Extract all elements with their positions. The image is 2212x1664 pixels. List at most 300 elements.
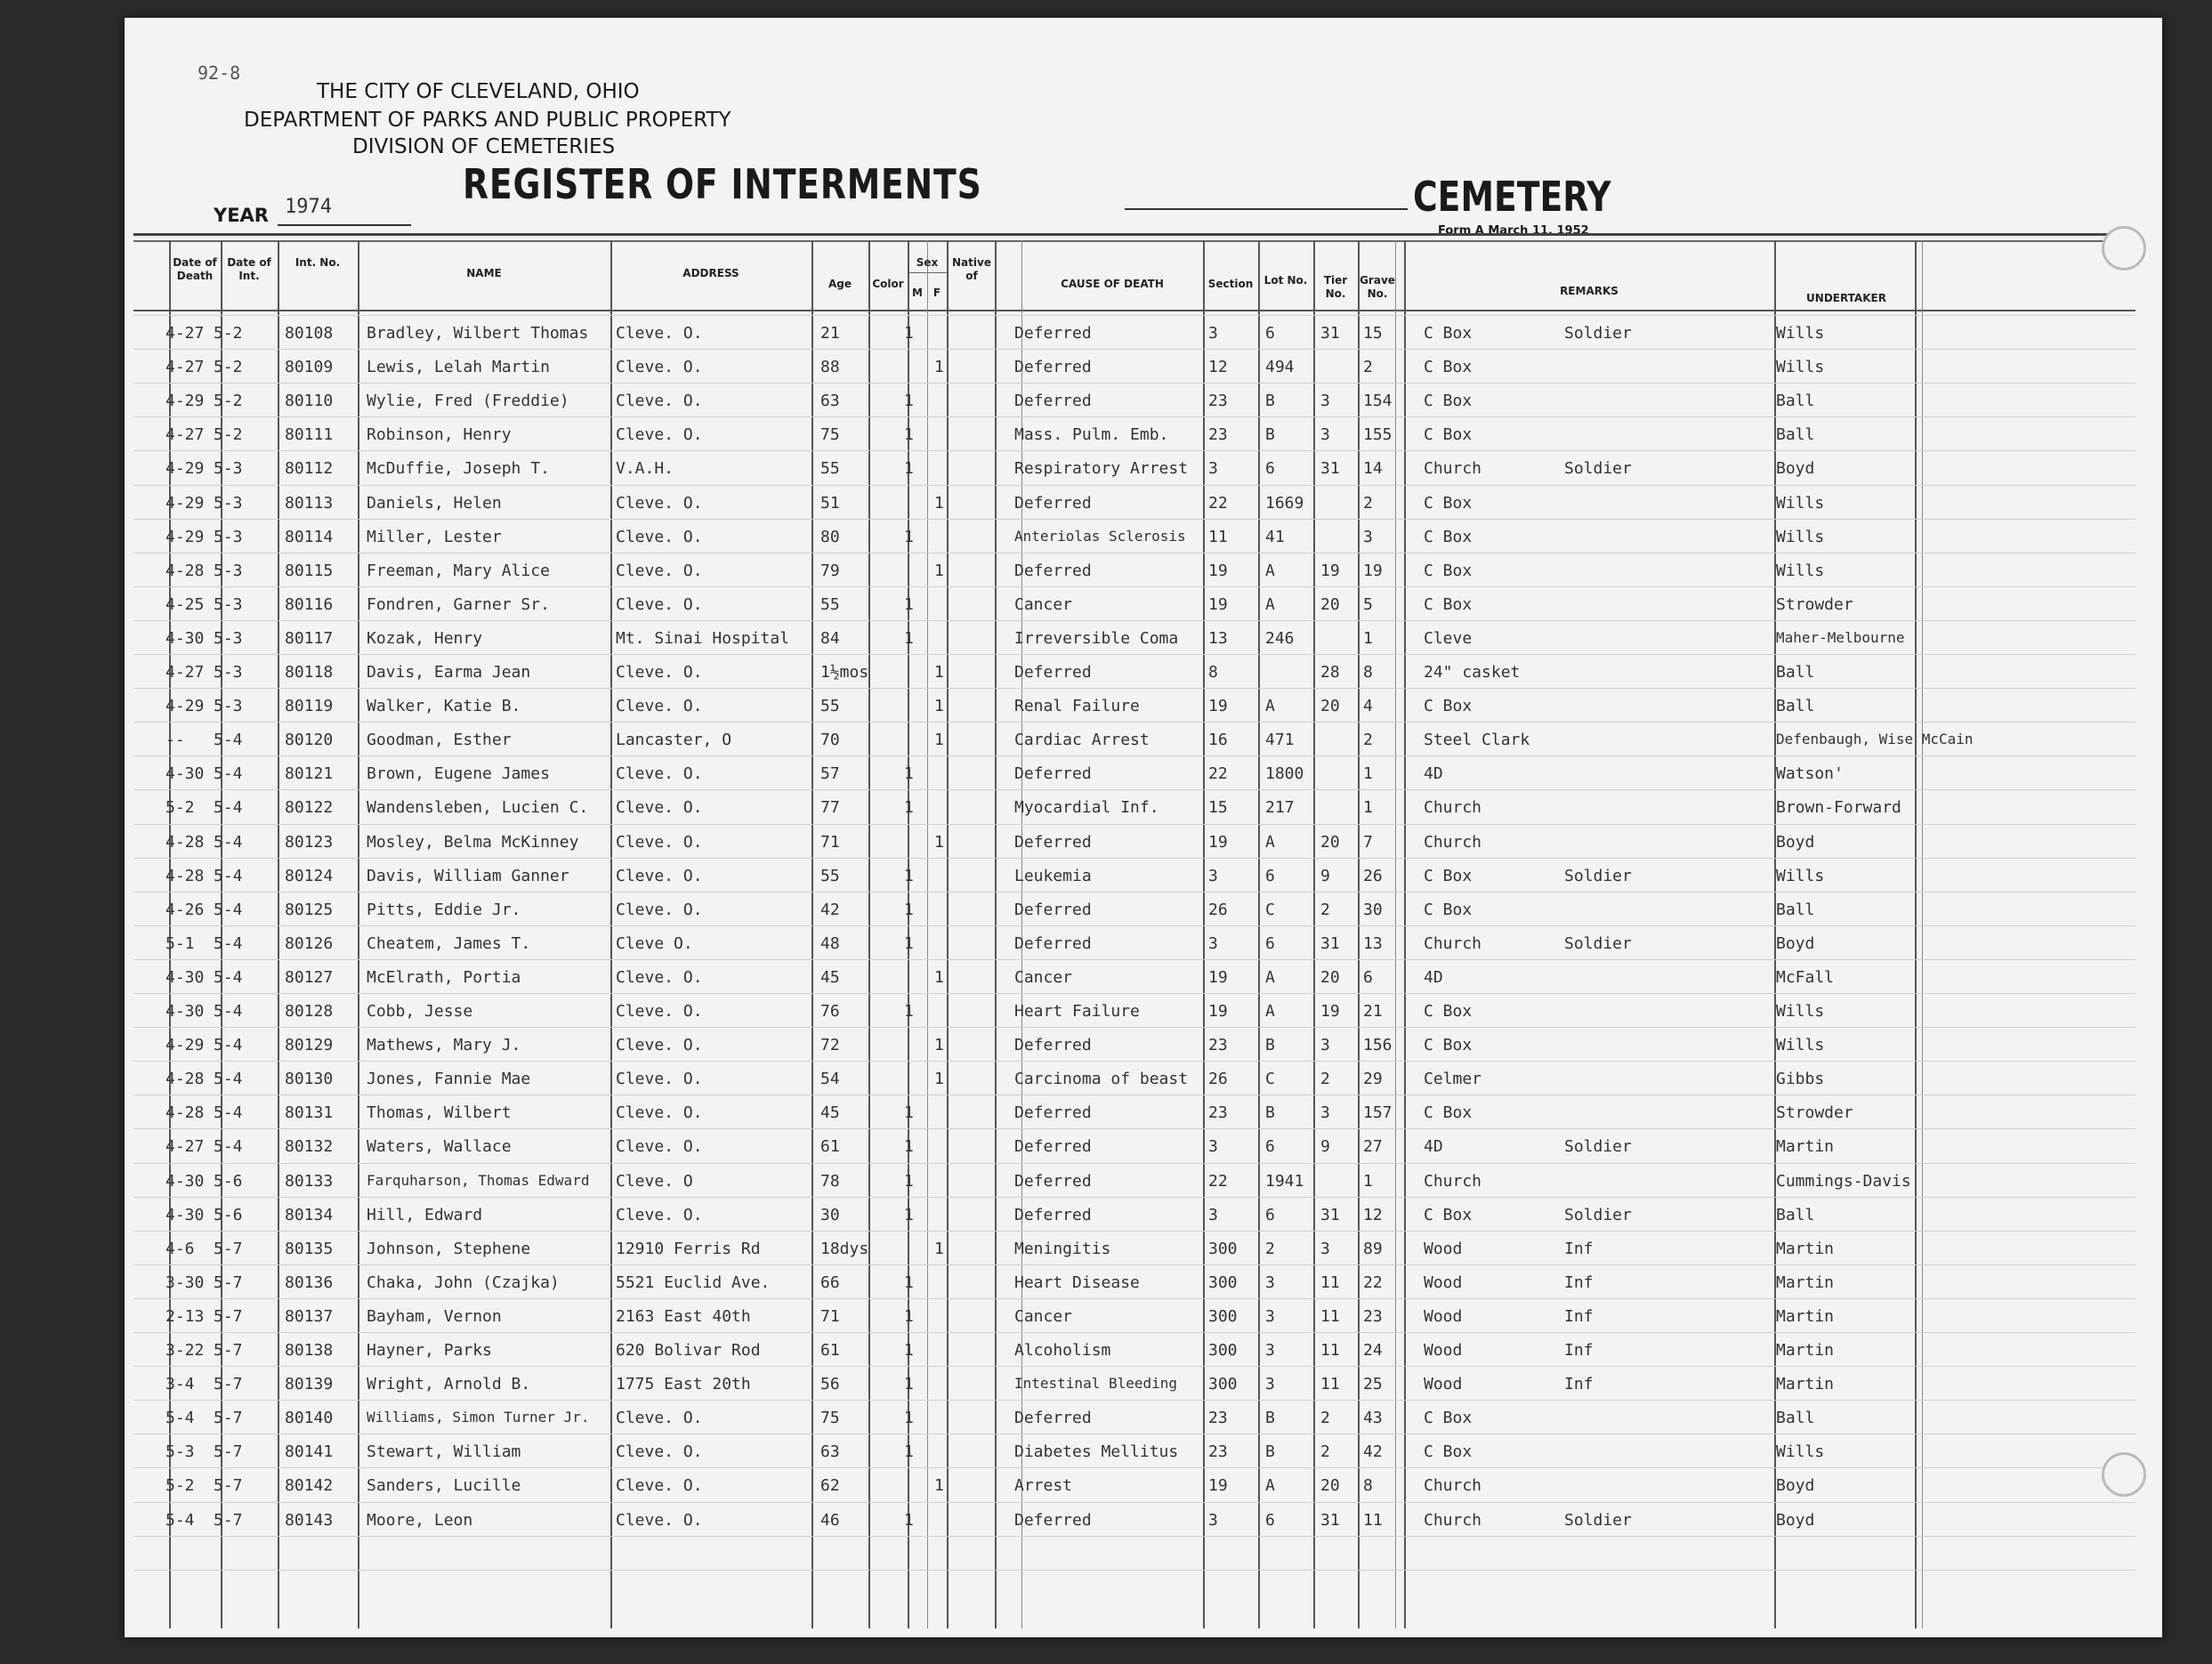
cell-lot: B [1265,1442,1275,1462]
cell-cause: Renal Failure [1014,697,1140,716]
cell-undertaker: Strowder [1776,594,1853,614]
cell-address: Cleve. O. [616,1137,703,1157]
cell-remarks: Wood [1424,1306,1463,1326]
table-row [125,1197,2162,1231]
table-row [125,450,2162,484]
cell-lot: 471 [1265,731,1295,750]
cell-undertaker: Wills [1776,561,1825,580]
cell-tier: 2 [1320,1409,1330,1428]
cell-address: Cleve. O. [616,358,703,377]
column-header-date-of-death: Date of Death [173,256,217,282]
table-row [125,1163,2162,1197]
cell-section: 16 [1208,731,1228,750]
table-row [125,654,2162,688]
cell-tier: 31 [1320,933,1340,953]
cell-undertaker: Defenbaugh, Wise McCain [1776,731,1974,748]
cell-section: 300 [1208,1239,1238,1258]
cell-address: 620 Bolivar Rod [616,1341,761,1360]
cell-section: 19 [1208,1002,1228,1021]
cell-note: Inf [1564,1341,1594,1360]
cell-dod: 4-30 [165,967,205,987]
cell-tier: 3 [1320,425,1330,445]
cell-lot: C [1265,900,1275,919]
cell-undertaker: Wills [1776,493,1825,513]
cell-undertaker: McFall [1776,967,1835,987]
cell-dod: -- [165,731,185,750]
cell-remarks: C Box [1424,358,1473,377]
cell-section: 22 [1208,1171,1228,1191]
cell-m: 1 [904,392,914,411]
cell-address: Cleve. O. [616,1510,703,1530]
cell-doi: 5-7 [214,1510,243,1530]
cell-cause: Deferred [1014,1171,1092,1191]
cell-lot: A [1265,1002,1275,1021]
cell-undertaker: Wills [1776,1036,1825,1055]
cell-undertaker: Boyd [1776,1476,1815,1496]
column-header-cause: CAUSE OF DEATH [1061,278,1164,290]
cell-doi: 5-3 [214,628,243,648]
cell-grave: 11 [1363,1510,1383,1530]
cell-cause: Deferred [1014,1036,1092,1055]
cell-address: Cleve. O [616,1171,693,1191]
cell-cause: Deferred [1014,1137,1092,1157]
cell-remarks: Cleve [1424,628,1473,648]
cell-lot: 3 [1265,1341,1275,1360]
cell-address: V.A.H. [616,459,674,479]
cell-section: 3 [1208,459,1218,479]
cell-section: 300 [1208,1306,1238,1326]
cell-doi: 5-4 [214,764,243,784]
cemetery-label: CEMETERY [1413,173,1611,221]
cell-cause: Deferred [1014,832,1092,852]
cell-doi: 5-4 [214,1002,243,1021]
form-number: 92-8 [198,62,241,84]
cell-tier: 3 [1320,1103,1330,1123]
cell-lot: 3 [1265,1306,1275,1326]
cell-tier: 31 [1320,324,1340,343]
cell-m: 1 [904,1510,914,1530]
cell-note: Inf [1564,1375,1594,1394]
table-row [125,722,2162,755]
column-header-name: NAME [466,267,502,279]
cell-age: 75 [820,1409,840,1428]
table-top-rule [133,233,2135,236]
cell-doi: 5-4 [214,1137,243,1157]
cell-remarks: 4D [1424,764,1443,784]
column-header-int-no: Int. No. [295,256,341,269]
cell-m: 1 [904,1103,914,1123]
cell-lot: A [1265,967,1275,987]
cell-name: Farquharson, Thomas Edward [367,1171,590,1189]
cell-tier: 3 [1320,1239,1330,1258]
cell-note: Inf [1564,1306,1594,1326]
cell-note: Soldier [1564,1137,1632,1157]
column-header-age: Age [827,278,852,290]
cell-m: 1 [904,459,914,479]
cell-section: 26 [1208,900,1228,919]
cell-address: 2163 East 40th [616,1306,751,1326]
cell-no: 80110 [285,392,334,411]
cell-section: 3 [1208,933,1218,953]
cell-cause: Deferred [1014,324,1092,343]
table-row [125,824,2162,858]
cell-undertaker: Wills [1776,358,1825,377]
cell-lot: 6 [1265,1205,1275,1224]
cell-no: 80122 [285,798,334,818]
cell-tier: 2 [1320,1442,1330,1462]
cell-age: 66 [820,1272,840,1292]
cell-doi: 5-4 [214,832,243,852]
cell-lot: A [1265,594,1275,614]
cell-age: 79 [820,561,840,580]
cell-undertaker: Wills [1776,866,1825,885]
cell-address: Cleve. O. [616,561,703,580]
cell-undertaker: Wills [1776,324,1825,343]
cell-address: Mt. Sinai Hospital [616,628,790,648]
cell-lot: 2 [1265,1239,1275,1258]
table-row [125,688,2162,722]
division-heading: DIVISION OF CEMETERIES [352,135,616,158]
cell-no: 80112 [285,459,334,479]
cell-dod: 5-1 [165,933,195,953]
cell-name: Williams, Simon Turner Jr. [367,1409,590,1426]
cell-address: Cleve. O. [616,1442,703,1462]
cell-name: Brown, Eugene James [367,764,550,784]
cell-age: 61 [820,1341,840,1360]
cell-age: 30 [820,1205,840,1224]
table-row [125,315,2162,349]
cell-remarks: C Box [1424,527,1473,546]
cell-no: 80113 [285,493,334,513]
cell-section: 11 [1208,527,1228,546]
cell-tier: 20 [1320,697,1340,716]
cell-grave: 2 [1363,493,1373,513]
cell-cause: Deferred [1014,561,1092,580]
cell-dod: 3-4 [165,1375,195,1394]
cell-address: Cleve. O. [616,663,703,682]
cell-lot: 6 [1265,1510,1275,1530]
cell-m: 1 [904,933,914,953]
cell-name: Bayham, Vernon [367,1306,502,1326]
column-header-native-of: Native of [952,256,991,282]
cell-tier: 31 [1320,1205,1340,1224]
cell-age: 54 [820,1070,840,1089]
cell-name: Wylie, Fred (Freddie) [367,392,569,411]
cell-remarks: Wood [1424,1375,1463,1394]
cell-section: 15 [1208,798,1228,818]
table-row [125,383,2162,416]
cell-name: Thomas, Wilbert [367,1103,512,1123]
cell-no: 80118 [285,663,334,682]
cell-grave: 1 [1363,798,1373,818]
cell-address: Cleve. O. [616,832,703,852]
cell-grave: 6 [1363,967,1373,987]
cell-cause: Diabetes Mellitus [1014,1442,1179,1462]
cell-doi: 5-6 [214,1205,243,1224]
cell-grave: 157 [1363,1103,1393,1123]
cell-address: 5521 Euclid Ave. [616,1272,771,1292]
table-row [125,485,2162,519]
cell-grave: 154 [1363,392,1393,411]
cell-tier: 3 [1320,1036,1330,1055]
cell-cause: Intestinal Bleeding [1014,1375,1178,1393]
cell-grave: 13 [1363,933,1383,953]
cell-lot: 6 [1265,459,1275,479]
cell-grave: 2 [1363,358,1373,377]
cell-m: 1 [904,594,914,614]
table-row [125,1231,2162,1264]
cell-no: 80125 [285,900,334,919]
cell-no: 80119 [285,697,334,716]
cell-tier: 11 [1320,1272,1340,1292]
cell-f: 1 [934,832,944,852]
cell-name: Waters, Wallace [367,1137,512,1157]
cell-undertaker: Ball [1776,1409,1815,1428]
cell-dod: 4-28 [165,1103,205,1123]
cell-name: Freeman, Mary Alice [367,561,550,580]
cell-undertaker: Martin [1776,1137,1835,1157]
cell-dod: 4-29 [165,527,205,546]
cell-lot: B [1265,392,1275,411]
cell-name: Cobb, Jesse [367,1002,473,1021]
cell-no: 80137 [285,1306,334,1326]
cell-address: Cleve. O. [616,900,703,919]
cell-remarks: C Box [1424,1036,1473,1055]
cell-age: 70 [820,731,840,750]
cell-section: 300 [1208,1375,1238,1394]
table-row [125,1095,2162,1128]
cell-doi: 5-7 [214,1442,243,1462]
cell-cause: Respiratory Arrest [1014,459,1189,479]
cell-name: Sanders, Lucille [367,1476,521,1496]
cell-no: 80142 [285,1476,334,1496]
cell-address: 1775 East 20th [616,1375,751,1394]
cell-cause: Leukemia [1014,866,1092,885]
cell-grave: 2 [1363,731,1373,750]
cell-address: Cleve. O. [616,1070,703,1089]
cell-cause: Deferred [1014,1510,1092,1530]
cell-tier: 31 [1320,459,1340,479]
cell-no: 80117 [285,628,334,648]
cell-lot: 6 [1265,1137,1275,1157]
cell-address: Cleve. O. [616,425,703,445]
cell-grave: 12 [1363,1205,1383,1224]
cell-doi: 5-4 [214,866,243,885]
cell-dod: 4-30 [165,764,205,784]
cell-tier: 11 [1320,1306,1340,1326]
cell-lot: B [1265,1036,1275,1055]
cell-remarks: Celmer [1424,1070,1482,1089]
cell-remarks: C Box [1424,1442,1473,1462]
cell-doi: 5-3 [214,594,243,614]
city-heading: THE CITY OF CLEVELAND, OHIO [317,80,640,103]
year-value: 1974 [285,196,332,218]
cell-remarks: C Box [1424,1205,1473,1224]
table-top-rule-inner [133,240,2135,242]
cell-section: 3 [1208,1137,1218,1157]
cell-undertaker: Wills [1776,527,1825,546]
table-row [125,553,2162,586]
department-heading: DEPARTMENT OF PARKS AND PUBLIC PROPERTY [244,109,731,132]
cell-remarks: Church [1424,459,1482,479]
cell-grave: 23 [1363,1306,1383,1326]
cell-address: Cleve. O. [616,324,703,343]
cell-dod: 4-28 [165,561,205,580]
cell-no: 80141 [285,1442,334,1462]
cell-doi: 5-6 [214,1171,243,1191]
cell-section: 23 [1208,425,1228,445]
cell-grave: 7 [1363,832,1373,852]
cell-undertaker: Boyd [1776,1510,1815,1530]
cell-remarks: Church [1424,1171,1482,1191]
cell-grave: 5 [1363,594,1373,614]
cell-age: 84 [820,628,840,648]
cell-grave: 42 [1363,1442,1383,1462]
header-separator [133,310,2135,311]
cell-tier: 2 [1320,1070,1330,1089]
cell-age: 21 [820,324,840,343]
cell-doi: 5-2 [214,425,243,445]
cell-doi: 5-4 [214,731,243,750]
cell-section: 19 [1208,561,1228,580]
cell-grave: 156 [1363,1036,1393,1055]
cell-grave: 14 [1363,459,1383,479]
cell-dod: 5-3 [165,1442,195,1462]
cell-name: Stewart, William [367,1442,521,1462]
cell-m: 1 [904,1341,914,1360]
table-row [125,1366,2162,1400]
cell-doi: 5-4 [214,900,243,919]
cell-lot: B [1265,1409,1275,1428]
cell-tier: 19 [1320,561,1340,580]
cell-tier: 9 [1320,866,1330,885]
cell-doi: 5-7 [214,1341,243,1360]
cell-age: 1½mos [820,663,869,682]
cell-name: Wright, Arnold B. [367,1375,531,1394]
page-title: REGISTER OF INTERMENTS [463,160,982,208]
cell-no: 80143 [285,1510,334,1530]
cell-no: 80128 [285,1002,334,1021]
cell-address: Cleve O. [616,933,693,953]
cell-age: 80 [820,527,840,546]
cell-remarks: C Box [1424,594,1473,614]
table-row [125,789,2162,823]
cell-remarks: C Box [1424,1409,1473,1428]
column-header-tier: Tier No. [1323,274,1348,300]
cell-section: 23 [1208,1442,1228,1462]
column-header-undertaker: UNDERTAKER [1806,292,1886,304]
cell-address: Cleve. O. [616,764,703,784]
register-page [125,18,2162,1637]
cell-address: Cleve. O. [616,1476,703,1496]
column-header-color: Color [872,278,904,290]
cell-age: 42 [820,900,840,919]
cell-cause: Arrest [1014,1476,1073,1496]
table-row [125,1400,2162,1434]
column-header-remarks: REMARKS [1560,285,1619,297]
cell-name: McElrath, Portia [367,967,521,987]
table-row [125,1298,2162,1332]
cell-undertaker: Ball [1776,425,1815,445]
cell-section: 3 [1208,866,1218,885]
cell-f: 1 [934,1070,944,1089]
cell-remarks: C Box [1424,1103,1473,1123]
cell-name: Mathews, Mary J. [367,1036,521,1055]
cell-remarks: Wood [1424,1341,1463,1360]
cell-no: 80126 [285,933,334,953]
cell-doi: 5-7 [214,1476,243,1496]
cell-undertaker: Martin [1776,1375,1835,1394]
cell-undertaker: Ball [1776,392,1815,411]
form-note: Form A March 11, 1952 [1438,224,1589,238]
cell-doi: 5-3 [214,459,243,479]
cell-section: 19 [1208,594,1228,614]
cell-undertaker: Martin [1776,1272,1835,1292]
cell-note: Soldier [1564,1205,1632,1224]
cell-dod: 4-27 [165,1137,205,1157]
cell-undertaker: Strowder [1776,1103,1853,1123]
cell-age: 46 [820,1510,840,1530]
cell-no: 80135 [285,1239,334,1258]
cell-age: 75 [820,425,840,445]
cell-undertaker: Watson' [1776,764,1844,784]
table-row [125,586,2162,620]
cell-undertaker: Boyd [1776,459,1815,479]
cell-note: Soldier [1564,1510,1632,1530]
cell-undertaker: Martin [1776,1341,1835,1360]
cell-age: 63 [820,392,840,411]
cell-section: 19 [1208,832,1228,852]
cell-undertaker: Ball [1776,697,1815,716]
cell-age: 57 [820,764,840,784]
cell-cause: Myocardial Inf. [1014,798,1159,818]
row-rule [133,1536,2135,1537]
cell-age: 61 [820,1137,840,1157]
cell-tier: 20 [1320,1476,1340,1496]
cell-undertaker: Maher-Melbourne [1776,628,1905,646]
cell-note: Inf [1564,1239,1594,1258]
cell-m: 1 [904,1171,914,1191]
cell-address: Cleve. O. [616,527,703,546]
column-header-address: ADDRESS [682,267,739,279]
cell-age: 56 [820,1375,840,1394]
table-row [125,925,2162,959]
cell-lot: A [1265,1476,1275,1496]
table-row [125,892,2162,925]
cell-doi: 5-2 [214,324,243,343]
cell-note: Soldier [1564,933,1632,953]
cell-remarks: Church [1424,798,1482,818]
cell-name: Daniels, Helen [367,493,502,513]
cell-dod: 3-30 [165,1272,205,1292]
cell-age: 48 [820,933,840,953]
cell-tier: 3 [1320,392,1330,411]
table-row [125,620,2162,654]
cell-age: 63 [820,1442,840,1462]
cell-doi: 5-3 [214,663,243,682]
cell-remarks: Wood [1424,1272,1463,1292]
binder-hole-icon [2102,1452,2146,1497]
cell-lot: 41 [1265,527,1285,546]
cell-no: 80120 [285,731,334,750]
cell-cause: Deferred [1014,392,1092,411]
table-row [125,519,2162,553]
cell-m: 1 [904,900,914,919]
cell-remarks: Church [1424,1476,1482,1496]
cell-grave: 27 [1363,1137,1383,1157]
cell-lot: A [1265,561,1275,580]
cell-address: Cleve. O. [616,392,703,411]
